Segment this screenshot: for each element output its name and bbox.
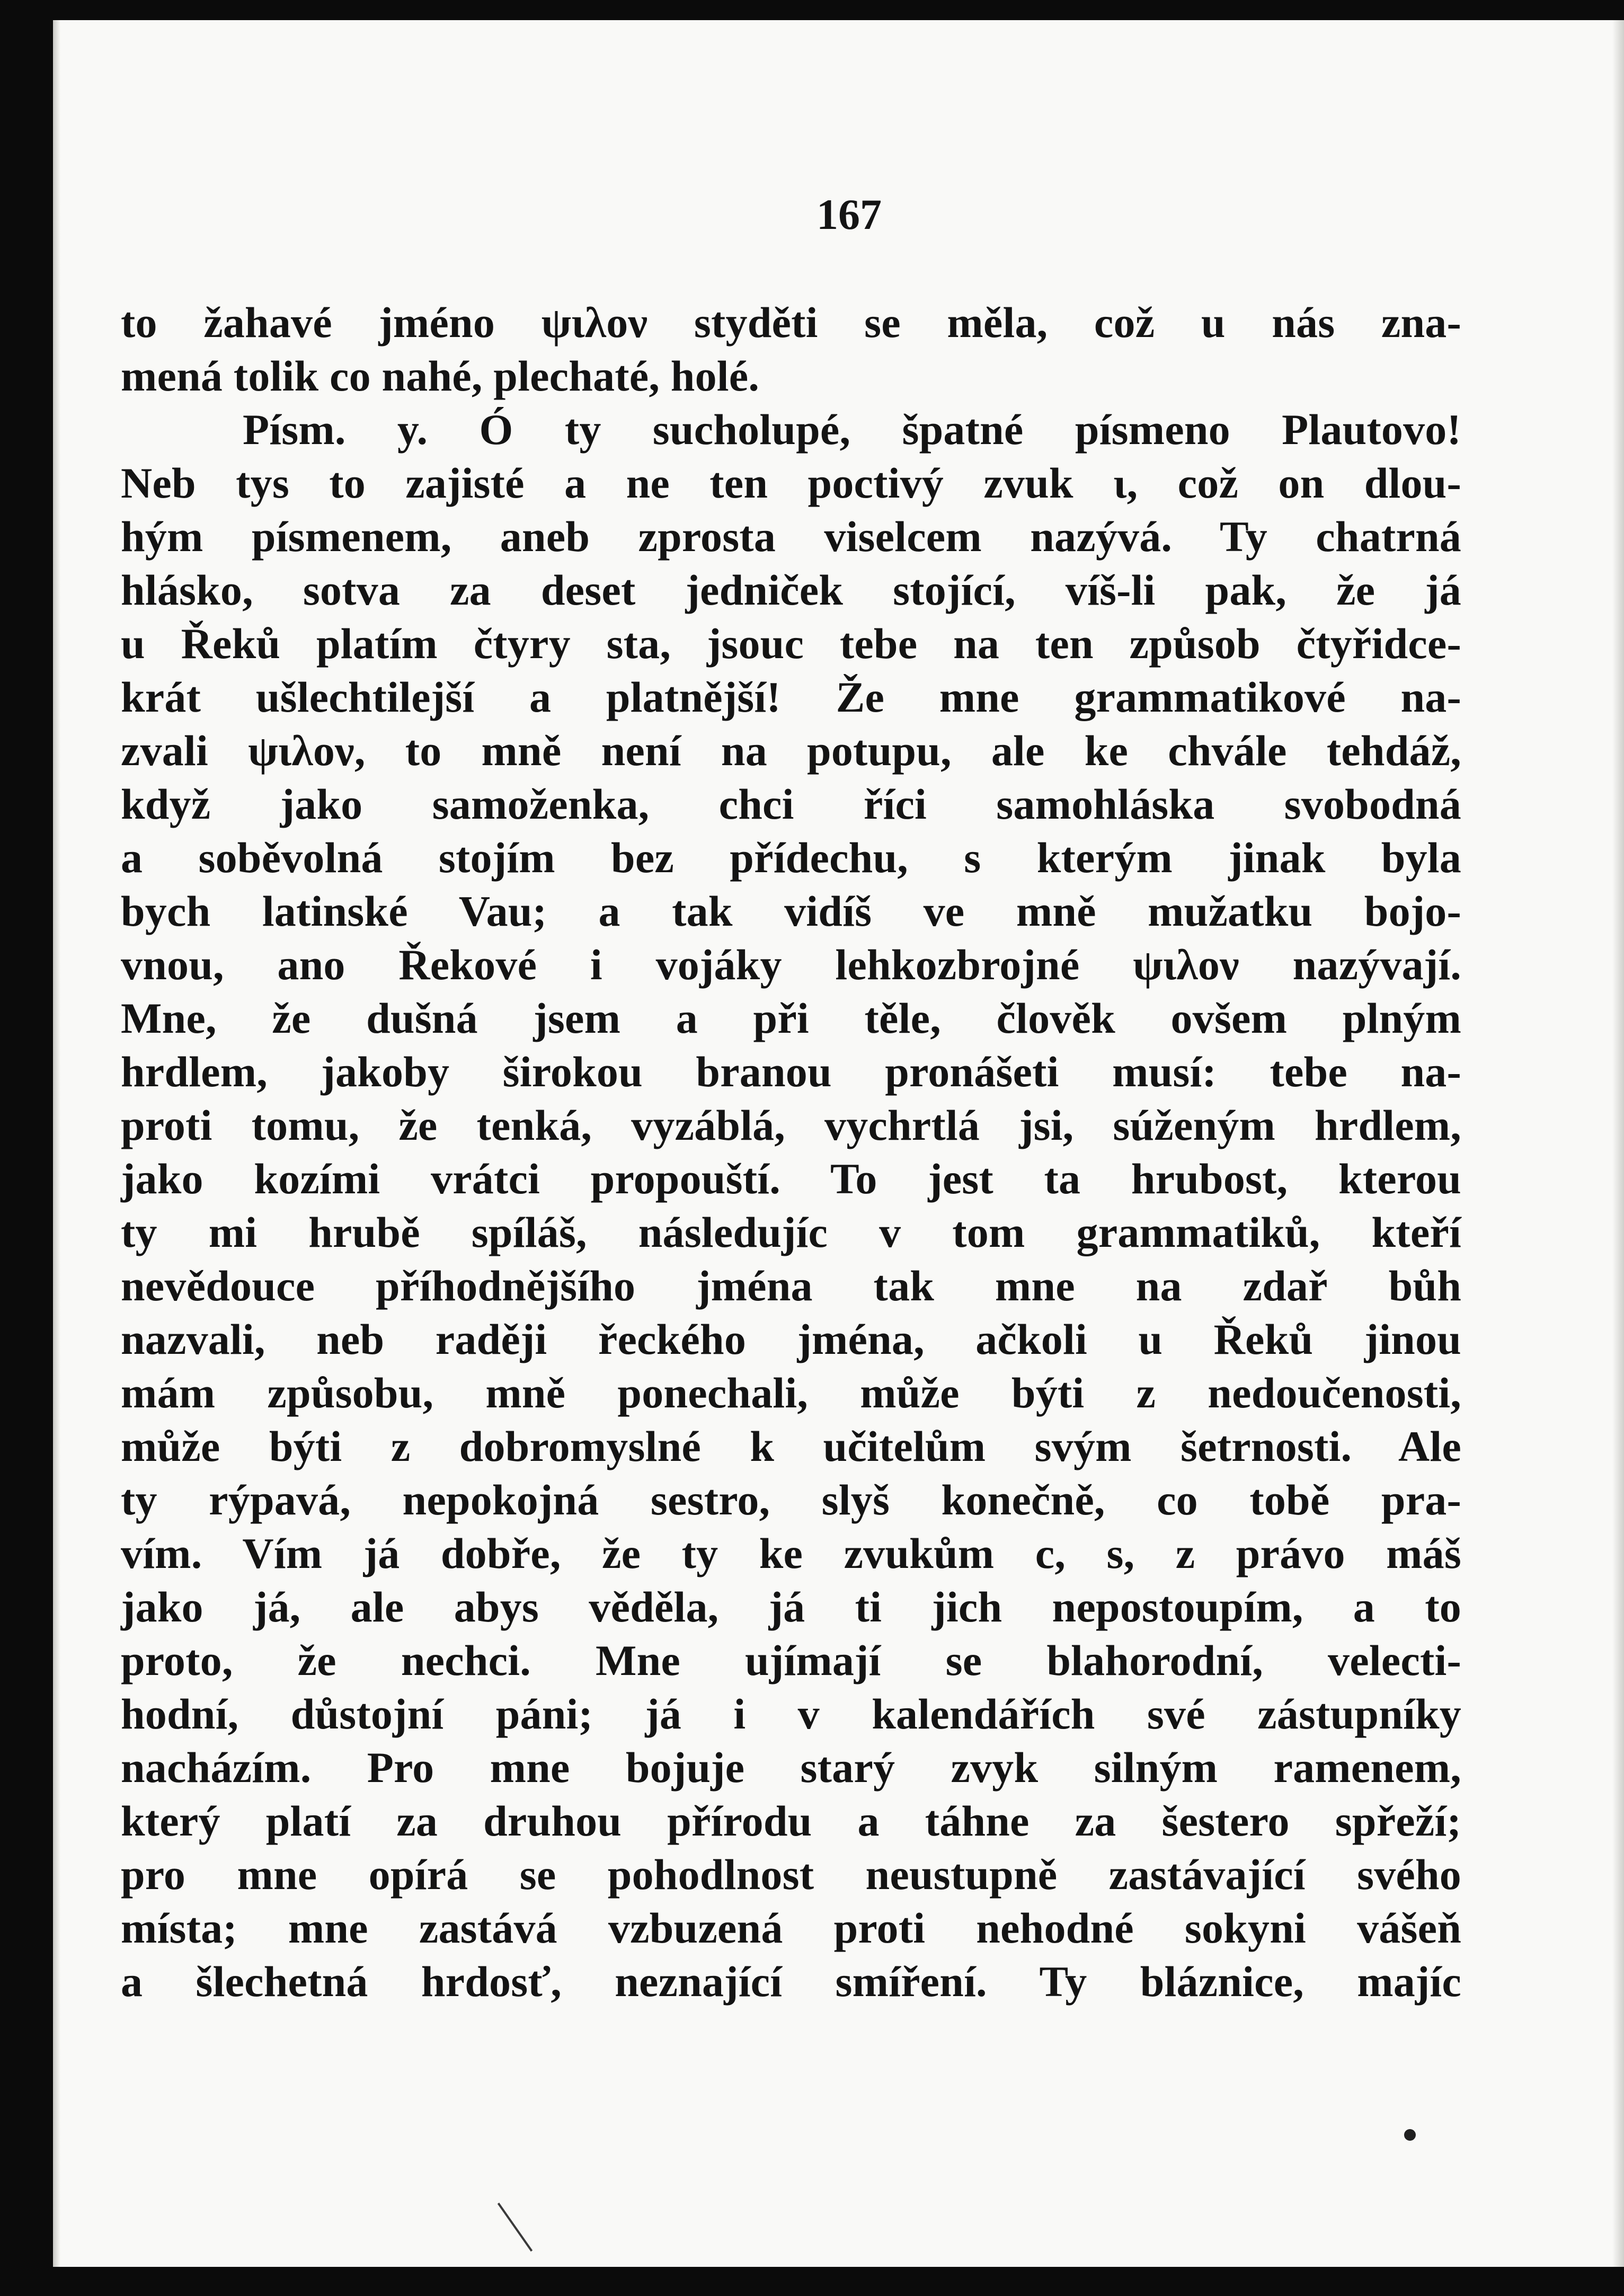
text-line: ty mi hrubě spíláš, následujíc v tom grammatiků, kteří [121, 1208, 1461, 1256]
text-line: krát ušlechtilejší a platnější! Že mne grammatikové na- [121, 673, 1461, 721]
body-text [121, 296, 1461, 2008]
text-line: hrdlem, jakoby širokou branou pronášeti musí: tebe na- [121, 1048, 1461, 1096]
text-line: když jako samoženka, chci říci samohláska svobodná [121, 780, 1461, 828]
text-line: mám způsobu, mně ponechali, může býti z nedoučenosti, [121, 1369, 1461, 1417]
text-line: proto, že nechci. Mne ujímají se blahorodní, velecti- [121, 1636, 1461, 1685]
text-line: vím. Vím já dobře, že ty ke zvukům c, s, z právo máš [121, 1529, 1461, 1577]
text-line: Neb tys to zajisté a ne ten poctivý zvuk ι, což on dlou- [121, 459, 1461, 507]
text-line: může býti z dobromyslné k učitelům svým šetrnosti. Ale [121, 1422, 1461, 1470]
text-line: jako kozími vrátci propouští. To jest ta hrubost, kterou [121, 1155, 1461, 1203]
text-line: proti tomu, že tenká, vyzáblá, vychrtlá jsi, súženým hrdlem, [121, 1101, 1461, 1149]
text-line: a soběvolná stojím bez přídechu, s kterým jinak byla [121, 834, 1461, 882]
text-line: který platí za druhou přírodu a táhne za šestero spřeží; [121, 1797, 1461, 1845]
text-line: to žahavé jméno ψιλον styděti se měla, což u nás zna- [121, 298, 1461, 347]
text-line: Písm. y. Ó ty sucholupé, špatné písmeno Plautovo! [243, 405, 1461, 454]
text-line: hým písmenem, aneb zprosta viselcem nazývá. Ty chatrná [121, 512, 1461, 561]
page-number: 167 [817, 190, 882, 238]
text-line: mená tolik co nahé, plechaté, holé. [121, 352, 760, 400]
text-line: nacházím. Pro mne bojuje starý zvyk silným ramenem, [121, 1743, 1461, 1792]
text-line: u Řeků platím čtyry sta, jsouc tebe na ten způsob čtyřidce- [121, 619, 1461, 668]
text-line: bych latinské Vau; a tak vidíš ve mně mužatku bojo- [121, 887, 1461, 935]
text-line: zvali ψιλον, to mně není na potupu, ale ke chvále tehdáž, [121, 726, 1461, 775]
paper-scratch [498, 2203, 533, 2251]
text-line: pro mne opírá se pohodlnost neustupně zastávající svého [121, 1850, 1461, 1899]
ink-speck [1404, 2129, 1416, 2141]
text-line: nevědouce příhodnějšího jména tak mne na zdař bůh [121, 1262, 1461, 1310]
text-line: hodní, důstojní páni; já i v kalendářích své zástupníky [121, 1690, 1461, 1738]
text-line: nazvali, neb raději řeckého jména, ačkoli u Řeků jinou [121, 1315, 1461, 1363]
text-line: místa; mne zastává vzbuzená proti nehodné sokyni vášeň [121, 1904, 1461, 1952]
text-line: a šlechetná hrdosť, neznající smíření. Ty bláznice, majíc [121, 1957, 1461, 2006]
page-left-edge [53, 20, 60, 2267]
text-line: jako já, ale abys věděla, já ti jich nepostoupím, a to [121, 1583, 1461, 1631]
text-line: hlásko, sotva za deset jedniček stojící, víš-li pak, že já [121, 566, 1461, 614]
text-line: vnou, ano Řekové i vojáky lehkozbrojné ψιλον nazývají. [121, 941, 1461, 989]
text-line: ty rýpavá, nepokojná sestro, slyš konečně, co tobě pra- [121, 1476, 1461, 1524]
page-right-edge [1612, 20, 1624, 2267]
book-page [53, 20, 1624, 2267]
text-line: Mne, že dušná jsem a při těle, člověk ovšem plným [121, 994, 1461, 1042]
